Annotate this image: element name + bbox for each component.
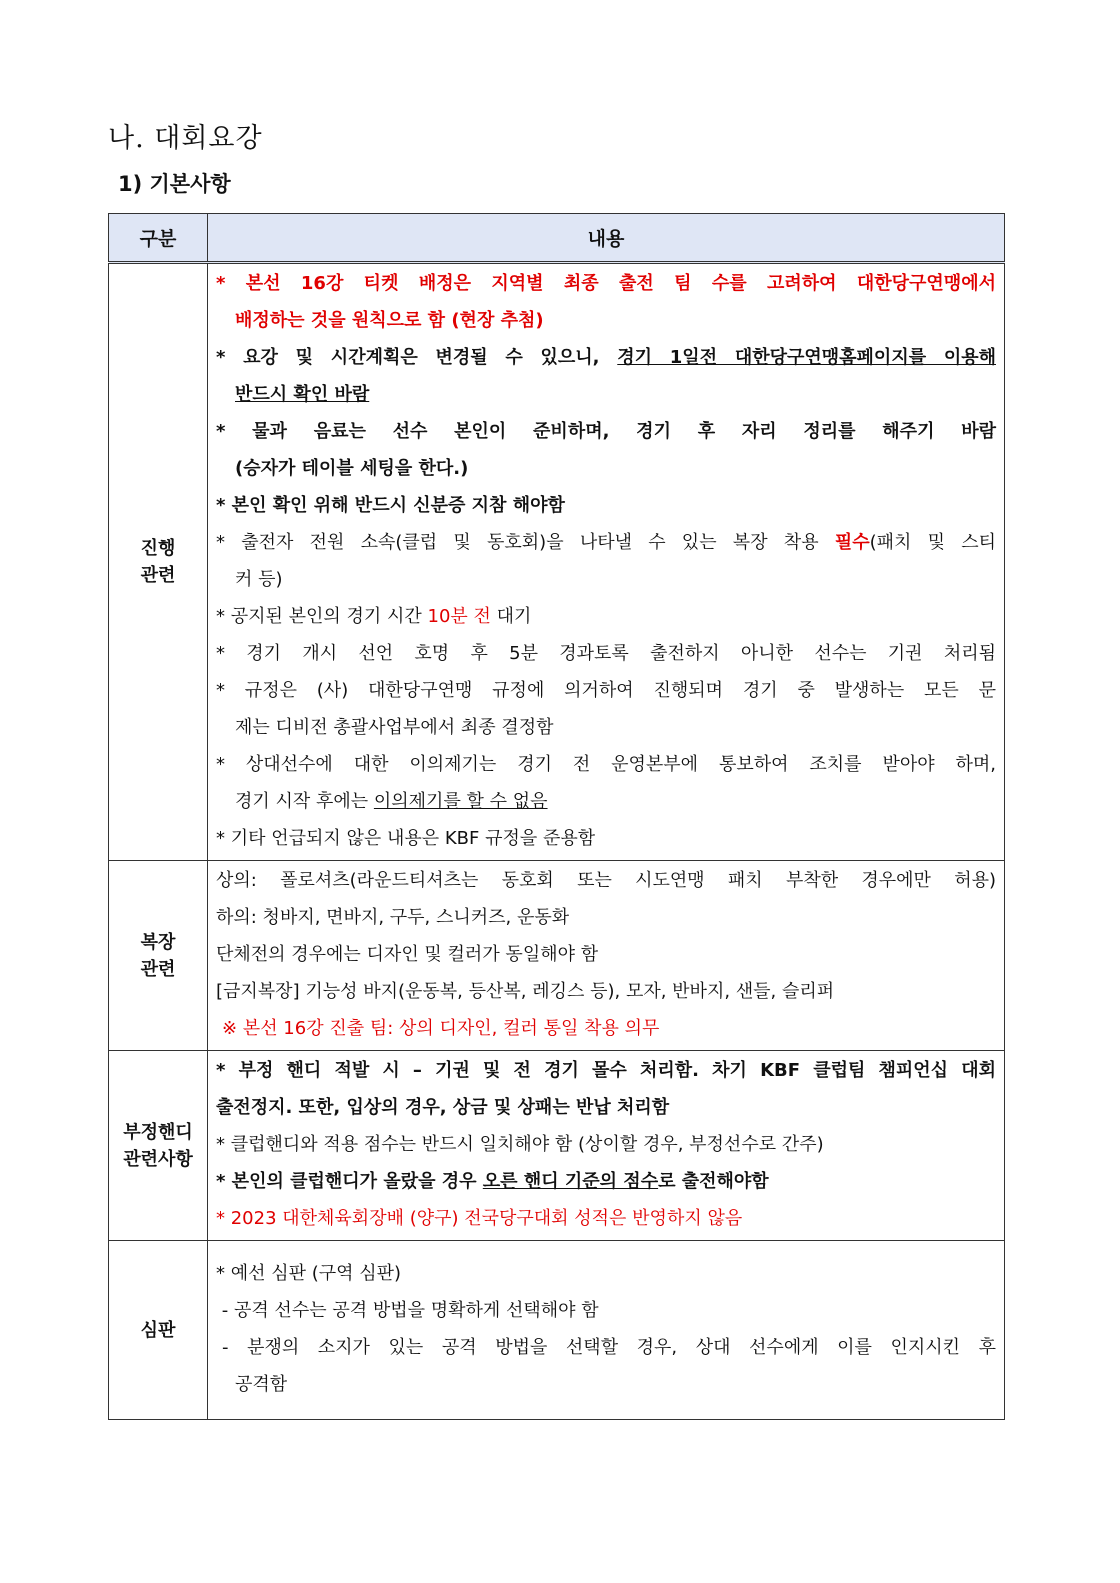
dress-line-4: [금지복장] 기능성 바지(운동복, 등산복, 레깅스 등), 모자, 반바지, 샌들, 슬리퍼 (216, 981, 835, 1002)
progress-line-2: 배정하는 것을 원칙으로 함 (현장 추첨) (235, 310, 544, 331)
table-row-progress (109, 263, 1005, 861)
progress-line-3b: 경기 1일전 대한당구연맹홈페이지를 이용해 (617, 347, 996, 368)
handicap-line-2: 출전정지. 또한, 입상의 경우, 상금 및 상패는 반납 처리함 (216, 1097, 670, 1118)
progress-line-10a: * 공지된 본인의 경기 시간 (216, 606, 428, 627)
referee-line-1: * 예선 심판 (구역 심판) (216, 1263, 402, 1284)
handicap-line-5: * 2023 대한체육회장배 (양구) 전국당구대회 성적은 반영하지 않음 (216, 1208, 743, 1229)
progress-line-14: * 상대선수에 대한 이의제기는 경기 전 운영본부에 통보하여 조치를 받아야 하며, (216, 754, 996, 775)
handicap-line-4 (216, 1163, 996, 1200)
progress-line-8b: 필수 (834, 532, 870, 553)
category-referee: 심판 (109, 1241, 208, 1420)
subsection-heading: 1) 기본사항 (118, 172, 231, 196)
table-row-handicap (109, 1051, 1005, 1241)
progress-line-8c: (패치 및 스티 (869, 532, 997, 553)
progress-line-12: * 규정은 (사) 대한당구연맹 규정에 의거하여 진행되며 경기 중 발생하는 모든 문 (216, 680, 996, 701)
progress-line-13: 제는 디비전 총괄사업부에서 최종 결정함 (235, 717, 554, 738)
referee-line-3: - 분쟁의 소지가 있는 공격 방법을 선택할 경우, 상대 선수에게 이를 인지시킨 후 (222, 1337, 996, 1358)
content-progress (208, 263, 1005, 861)
header-category: 구분 (109, 214, 208, 263)
content-handicap (208, 1051, 1005, 1241)
category-dress: 복장 관련 (109, 861, 208, 1051)
section-heading: 나. 대회요강 (108, 123, 263, 154)
handicap-line-4a: * 본인의 클럽핸디가 올랐을 경우 (216, 1171, 483, 1192)
progress-line-11: * 경기 개시 선언 호명 후 5분 경과토록 출전하지 아니한 선수는 기권 처리됨 (216, 643, 996, 664)
content-referee (208, 1241, 1005, 1420)
progress-line-10 (216, 598, 996, 635)
progress-line-6: (승자가 테이블 세팅을 한다.) (235, 458, 469, 479)
progress-line-10c: 대기 (490, 606, 532, 627)
rules-table (108, 213, 1005, 1420)
progress-line-8 (216, 524, 996, 561)
progress-line-10b: 10분 전 (427, 606, 491, 627)
dress-line-3: 단체전의 경우에는 디자인 및 컬러가 동일해야 함 (216, 944, 599, 965)
progress-line-8a: * 출전자 전원 소속(클럽 및 동호회)을 나타낼 수 있는 복장 착용 (216, 532, 835, 553)
dress-line-2: 하의: 청바지, 면바지, 구두, 스니커즈, 운동화 (216, 907, 570, 928)
progress-line-5: * 물과 음료는 선수 본인이 준비하며, 경기 후 자리 정리를 해주기 바람 (216, 421, 996, 442)
content-dress (208, 861, 1005, 1051)
dress-line-1: 상의: 폴로셔츠(라운드티셔츠는 동호회 또는 시도연맹 패치 부착한 경우에만 허용) (216, 870, 996, 891)
progress-line-4a: 반드시 확인 바람 (235, 384, 370, 405)
category-handicap: 부정핸디 관련사항 (109, 1051, 208, 1241)
progress-line-9: 커 등) (235, 569, 283, 590)
progress-line-15a: 경기 시작 후에는 (235, 791, 374, 812)
dress-line-5: ※ 본선 16강 진출 팀: 상의 디자인, 컬러 통일 착용 의무 (222, 1018, 660, 1039)
progress-line-3 (216, 339, 996, 376)
handicap-line-4b: 오른 핸디 기준의 점수 (482, 1171, 659, 1192)
handicap-line-3: * 클럽핸디와 적용 점수는 반드시 일치해야 함 (상이할 경우, 부정선수로 간주) (216, 1134, 824, 1155)
table-row-referee (109, 1241, 1005, 1420)
category-progress: 진행 관련 (109, 263, 208, 861)
handicap-line-4c: 로 출전해야함 (658, 1171, 769, 1192)
progress-line-15 (216, 783, 996, 820)
progress-line-15b: 이의제기를 할 수 없음 (373, 791, 548, 812)
handicap-line-1: * 부정 핸디 적발 시 – 기권 및 전 경기 몰수 처리함. 차기 KBF 클럽팀 챔피언십 대회 (216, 1060, 996, 1081)
progress-line-3a: * 요강 및 시간계획은 변경될 수 있으니, (216, 347, 618, 368)
table-row-dress (109, 861, 1005, 1051)
header-content: 내용 (208, 214, 1005, 263)
progress-line-16: * 기타 언급되지 않은 내용은 KBF 규정을 준용함 (216, 828, 596, 849)
progress-line-1: * 본선 16강 티켓 배정은 지역별 최종 출전 팀 수를 고려하여 대한당구연맹에서 (216, 273, 996, 294)
progress-line-7: * 본인 확인 위해 반드시 신분증 지참 해야함 (216, 495, 565, 516)
table-header-row (109, 214, 1005, 263)
progress-line-4 (216, 376, 996, 413)
referee-line-2: - 공격 선수는 공격 방법을 명확하게 선택해야 함 (216, 1300, 599, 1321)
referee-line-4: 공격함 (235, 1374, 288, 1395)
